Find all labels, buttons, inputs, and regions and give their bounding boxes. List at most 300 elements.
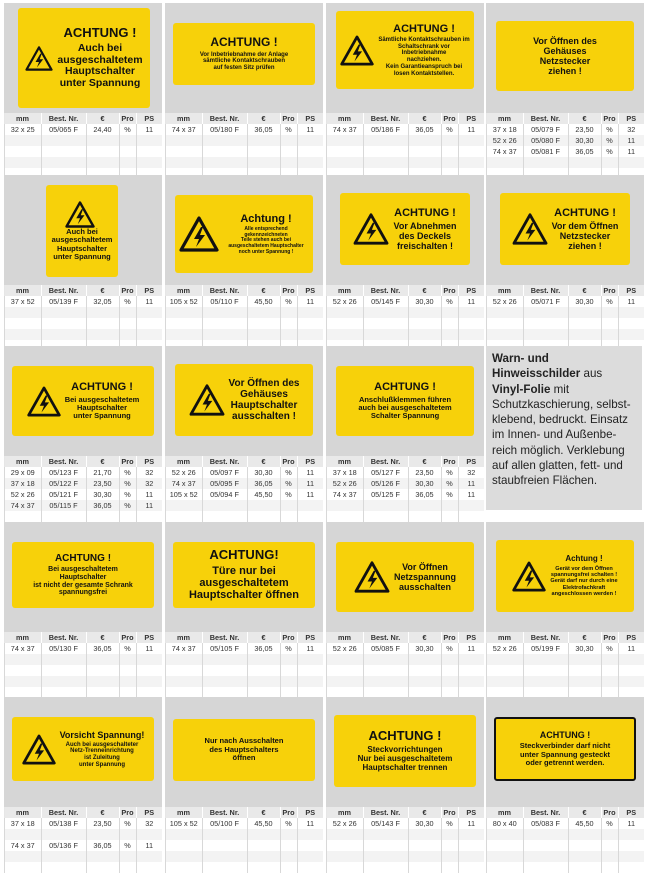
table-cell <box>523 654 568 665</box>
table-row <box>487 307 645 318</box>
sign-text <box>65 381 140 420</box>
spec-header-row <box>5 113 163 124</box>
table-cell: 05/110 F <box>202 296 247 307</box>
table-cell <box>327 654 364 665</box>
table-cell <box>601 851 618 862</box>
table-row <box>5 329 163 340</box>
sign-line: ausgeschaltetem <box>199 577 289 590</box>
spec-header-ps: PS <box>297 113 323 124</box>
table-cell: 05/180 F <box>202 124 247 135</box>
table-cell <box>202 511 247 522</box>
table-cell <box>327 511 364 522</box>
sign-line: Bei ausgeschaltetem <box>64 394 140 404</box>
spec-header-mm: mm <box>327 807 364 818</box>
table-cell: % <box>280 478 297 489</box>
table-row <box>487 643 645 654</box>
product-image-area <box>165 522 323 632</box>
table-row <box>487 318 645 329</box>
table-cell <box>280 157 297 168</box>
table-cell <box>86 146 119 157</box>
table-cell <box>202 135 247 146</box>
table-cell: % <box>441 296 458 307</box>
spec-header-pro: Pro <box>601 632 618 643</box>
table-cell <box>280 665 297 676</box>
spec-header-mm: mm <box>166 807 203 818</box>
product-card <box>326 346 484 514</box>
table-row <box>166 818 324 829</box>
product-image-area <box>165 697 323 807</box>
table-cell <box>523 840 568 851</box>
table-row <box>327 467 485 478</box>
table-cell <box>523 307 568 318</box>
table-cell: 30,30 <box>408 296 441 307</box>
table-cell <box>136 851 162 862</box>
spec-header-best: Best. Nr. <box>41 807 86 818</box>
table-cell: 80 x 40 <box>487 818 524 829</box>
table-cell <box>86 318 119 329</box>
table-cell <box>618 840 644 851</box>
table-cell <box>363 146 408 157</box>
spec-header-eur: € <box>247 456 280 467</box>
product-card <box>326 3 484 171</box>
spec-header-best: Best. Nr. <box>41 113 86 124</box>
sign-line: Gerät darf nur durch eine <box>550 578 618 585</box>
table-cell <box>441 676 458 687</box>
spec-header-eur: € <box>408 113 441 124</box>
spec-table <box>486 285 644 351</box>
table-row <box>487 124 645 135</box>
table-cell: 11 <box>297 818 323 829</box>
table-cell <box>523 829 568 840</box>
table-cell <box>363 511 408 522</box>
warning-sign <box>173 23 315 85</box>
sign-text <box>189 548 299 601</box>
table-cell <box>280 135 297 146</box>
table-cell <box>487 654 524 665</box>
table-cell <box>280 318 297 329</box>
table-cell <box>136 307 162 318</box>
table-cell <box>166 676 203 687</box>
table-cell <box>5 829 42 840</box>
sign-text <box>229 378 300 423</box>
table-cell: 32 <box>136 818 162 829</box>
table-cell <box>441 307 458 318</box>
product-card <box>4 175 162 343</box>
table-cell: 05/130 F <box>41 643 86 654</box>
spec-header-row <box>487 807 645 818</box>
sign-line: Hauptschalter <box>59 573 107 581</box>
spec-header-mm: mm <box>5 456 42 467</box>
table-cell <box>458 146 484 157</box>
table-cell <box>408 329 441 340</box>
table-cell <box>458 665 484 676</box>
table-cell: 23,50 <box>86 478 119 489</box>
table-cell <box>523 318 568 329</box>
table-row <box>166 511 324 522</box>
spec-header-mm: mm <box>166 113 203 124</box>
table-cell: % <box>601 146 618 157</box>
table-cell: 05/127 F <box>363 467 408 478</box>
info-title-3: Vinyl-Folie <box>492 382 551 396</box>
table-cell: 30,30 <box>568 135 601 146</box>
table-cell <box>327 157 364 168</box>
table-cell <box>280 511 297 522</box>
sign-heading: ACHTUNG ! <box>368 728 442 744</box>
warning-sign <box>494 717 636 781</box>
product-image-area <box>326 3 484 113</box>
table-cell <box>363 862 408 873</box>
spec-header-eur: € <box>408 456 441 467</box>
table-cell <box>441 329 458 340</box>
sign-line: oder getrennt werden. <box>525 758 605 768</box>
spec-table <box>486 632 644 698</box>
spec-table <box>326 456 484 522</box>
table-row <box>487 654 645 665</box>
product-card <box>4 346 162 514</box>
sign-line: Vor Öffnen des <box>533 35 597 46</box>
table-cell: 105 x 52 <box>166 489 203 500</box>
spec-header-ps: PS <box>136 113 162 124</box>
table-cell <box>601 307 618 318</box>
spec-header-pro: Pro <box>119 456 136 467</box>
table-cell <box>408 511 441 522</box>
table-cell: 05/125 F <box>363 489 408 500</box>
table-cell: 23,50 <box>408 467 441 478</box>
table-cell: 37 x 18 <box>327 467 364 478</box>
table-cell: 52 x 26 <box>487 135 524 146</box>
spec-header-pro: Pro <box>280 285 297 296</box>
table-cell: % <box>601 643 618 654</box>
spec-header-best: Best. Nr. <box>41 632 86 643</box>
table-cell: 32 <box>136 467 162 478</box>
sign-line: Netzstecker <box>559 231 611 242</box>
spec-header-best: Best. Nr. <box>523 807 568 818</box>
sign-line: Vor Inbetriebnahme der Anlage <box>199 51 289 58</box>
table-row <box>166 851 324 862</box>
sign-line: unter Spannung <box>79 761 125 768</box>
product-card <box>165 3 323 171</box>
sign-line: Hauptschalter <box>56 243 107 253</box>
spec-header-ps: PS <box>136 456 162 467</box>
warning-sign <box>12 717 154 781</box>
table-cell: % <box>441 643 458 654</box>
table-cell <box>441 500 458 511</box>
spec-header-mm: mm <box>487 807 524 818</box>
spec-header-mm: mm <box>487 113 524 124</box>
sign-line: Auch bei <box>77 41 123 54</box>
table-cell: 11 <box>618 146 644 157</box>
table-cell <box>327 500 364 511</box>
table-cell <box>247 851 280 862</box>
table-cell: 45,50 <box>247 818 280 829</box>
spec-header-pro: Pro <box>441 632 458 643</box>
table-cell: 52 x 26 <box>5 489 42 500</box>
table-cell <box>41 851 86 862</box>
sign-line: ausschalten ! <box>232 411 296 423</box>
spec-header-row <box>166 285 324 296</box>
table-cell: 05/079 F <box>523 124 568 135</box>
table-cell: 36,05 <box>86 500 119 511</box>
table-cell <box>280 329 297 340</box>
table-cell <box>5 862 42 873</box>
table-cell <box>568 840 601 851</box>
high-voltage-icon <box>179 216 219 252</box>
spec-header-pro: Pro <box>280 113 297 124</box>
table-cell <box>136 829 162 840</box>
spec-table <box>165 632 323 698</box>
spec-header-ps: PS <box>458 456 484 467</box>
table-cell: % <box>601 296 618 307</box>
table-cell: 36,05 <box>408 124 441 135</box>
sign-heading: ACHTUNG ! <box>554 206 616 219</box>
table-cell: 11 <box>297 478 323 489</box>
sign-line: Alle entsprechend gekennzeichneten <box>244 226 288 238</box>
table-cell <box>297 511 323 522</box>
table-cell <box>441 318 458 329</box>
table-cell <box>136 862 162 873</box>
table-cell <box>297 840 323 851</box>
sign-line: ziehen ! <box>548 66 582 77</box>
table-cell <box>202 862 247 873</box>
info-title-1: Warn- und <box>492 352 549 365</box>
table-row <box>166 489 324 500</box>
spec-header-eur: € <box>247 285 280 296</box>
product-image-area <box>165 3 323 113</box>
table-cell: 24,40 <box>86 124 119 135</box>
spec-header-best: Best. Nr. <box>41 456 86 467</box>
table-cell: 05/136 F <box>41 840 86 851</box>
table-cell <box>523 329 568 340</box>
sign-line: Vor Öffnen des <box>228 377 300 389</box>
table-cell <box>86 676 119 687</box>
table-row <box>166 478 324 489</box>
table-cell <box>280 307 297 318</box>
table-cell: % <box>441 818 458 829</box>
table-row <box>5 818 163 829</box>
table-cell <box>297 676 323 687</box>
table-cell <box>441 862 458 873</box>
table-cell <box>523 862 568 873</box>
table-cell: 30,30 <box>247 467 280 478</box>
table-cell: 37 x 18 <box>5 478 42 489</box>
spec-header-eur: € <box>568 632 601 643</box>
spec-header-eur: € <box>86 456 119 467</box>
table-row <box>166 467 324 478</box>
table-cell <box>41 862 86 873</box>
table-cell <box>458 676 484 687</box>
table-cell: % <box>601 135 618 146</box>
table-cell <box>458 654 484 665</box>
table-cell <box>601 654 618 665</box>
table-row <box>5 654 163 665</box>
high-voltage-icon <box>65 201 95 228</box>
warning-sign <box>340 193 470 265</box>
sign-line: unter Spannung gesteckt <box>519 749 610 759</box>
table-cell <box>487 157 524 168</box>
product-image-area <box>165 175 323 285</box>
spec-table <box>326 285 484 351</box>
table-cell <box>202 157 247 168</box>
table-cell <box>618 318 644 329</box>
table-cell: 52 x 26 <box>327 818 364 829</box>
table-cell: 74 x 37 <box>5 840 42 851</box>
spec-header-row <box>487 113 645 124</box>
table-cell <box>487 862 524 873</box>
table-cell: 23,50 <box>86 818 119 829</box>
table-cell: 11 <box>136 124 162 135</box>
table-cell: 05/100 F <box>202 818 247 829</box>
table-row <box>487 665 645 676</box>
table-cell: 11 <box>458 489 484 500</box>
table-cell: 05/105 F <box>202 643 247 654</box>
table-cell: 36,05 <box>86 643 119 654</box>
table-cell <box>297 829 323 840</box>
table-cell <box>487 676 524 687</box>
sign-line: Hauptschalter öffnen <box>188 589 299 602</box>
sign-line: unter Spannung <box>73 411 131 421</box>
high-voltage-icon <box>340 35 374 66</box>
table-cell: % <box>119 643 136 654</box>
sign-line: öffnen <box>232 753 256 763</box>
spec-header-mm: mm <box>5 807 42 818</box>
sign-text <box>205 737 284 762</box>
table-row <box>166 829 324 840</box>
table-cell: % <box>119 467 136 478</box>
product-card <box>486 522 644 690</box>
table-row <box>5 665 163 676</box>
sign-text <box>52 228 113 262</box>
product-card <box>326 522 484 690</box>
sign-line: noch unter Spannung ! <box>238 248 294 255</box>
sign-line: des Deckels <box>398 231 452 242</box>
table-cell <box>280 829 297 840</box>
table-cell <box>41 654 86 665</box>
table-cell <box>247 654 280 665</box>
table-cell <box>408 307 441 318</box>
table-row <box>327 840 485 851</box>
spec-header-ps: PS <box>618 632 644 643</box>
spec-header-ps: PS <box>458 113 484 124</box>
table-cell <box>363 157 408 168</box>
spec-header-eur: € <box>247 632 280 643</box>
table-cell: 05/123 F <box>41 467 86 478</box>
warning-sign <box>18 8 150 108</box>
table-cell: % <box>119 478 136 489</box>
table-cell <box>166 862 203 873</box>
product-card <box>165 522 323 690</box>
table-cell <box>327 840 364 851</box>
table-cell: 05/115 F <box>41 500 86 511</box>
table-row <box>487 676 645 687</box>
table-cell <box>166 307 203 318</box>
sign-line: ist Zuleitung <box>84 755 120 762</box>
sign-heading: ACHTUNG ! <box>393 22 455 35</box>
table-cell <box>86 665 119 676</box>
table-row <box>5 467 163 478</box>
table-cell <box>601 318 618 329</box>
sign-text <box>223 213 309 255</box>
sign-text <box>33 553 133 598</box>
table-cell <box>202 307 247 318</box>
table-cell <box>458 851 484 862</box>
table-cell <box>297 307 323 318</box>
table-cell: 45,50 <box>247 296 280 307</box>
sign-line: Steckverbinder darf nicht <box>519 741 611 751</box>
table-cell <box>247 676 280 687</box>
sign-line: Anschlußklemmen führen <box>358 394 452 404</box>
table-cell <box>41 307 86 318</box>
spec-table <box>326 632 484 698</box>
table-row <box>166 643 324 654</box>
table-cell <box>5 157 42 168</box>
product-card <box>4 3 162 171</box>
sign-heading: ACHTUNG ! <box>394 206 456 219</box>
table-cell <box>86 157 119 168</box>
sign-line: Bei ausgeschaltetem <box>48 565 118 573</box>
spec-table <box>4 285 162 351</box>
table-cell <box>568 318 601 329</box>
sign-line: Hauptschalter trennen <box>362 762 448 772</box>
table-cell: 05/126 F <box>363 478 408 489</box>
table-row <box>487 851 645 862</box>
table-cell <box>86 829 119 840</box>
sign-line: ist nicht der gesamte Schrank <box>33 581 133 589</box>
table-cell: 37 x 52 <box>5 296 42 307</box>
table-cell: 11 <box>297 124 323 135</box>
spec-header-row <box>5 285 163 296</box>
table-cell: 74 x 37 <box>5 643 42 654</box>
spec-header-mm: mm <box>166 456 203 467</box>
product-image-area <box>326 175 484 285</box>
table-cell <box>458 862 484 873</box>
table-cell <box>86 329 119 340</box>
table-cell <box>119 511 136 522</box>
table-row <box>327 478 485 489</box>
table-cell <box>280 676 297 687</box>
table-cell <box>363 676 408 687</box>
table-cell <box>523 157 568 168</box>
spec-header-ps: PS <box>458 632 484 643</box>
table-row <box>5 307 163 318</box>
table-cell <box>5 511 42 522</box>
table-cell <box>297 329 323 340</box>
product-image-area <box>326 522 484 632</box>
sign-line: ausgeschaltetem Hauptschalter <box>228 242 304 249</box>
spec-header-pro: Pro <box>119 285 136 296</box>
sign-text <box>358 729 453 772</box>
spec-header-row <box>327 632 485 643</box>
table-cell <box>327 307 364 318</box>
sign-line: unter Spannung <box>59 77 141 90</box>
table-cell: 11 <box>618 818 644 829</box>
sign-line: losen Kontaktstellen. <box>393 70 455 77</box>
table-row <box>487 146 645 157</box>
table-cell <box>458 135 484 146</box>
table-cell <box>41 157 86 168</box>
table-cell: 74 x 37 <box>166 124 203 135</box>
table-cell <box>408 840 441 851</box>
sign-text <box>533 36 597 76</box>
table-cell: % <box>119 500 136 511</box>
spec-header-ps: PS <box>458 285 484 296</box>
table-cell <box>119 654 136 665</box>
table-cell <box>5 665 42 676</box>
table-cell <box>119 862 136 873</box>
sign-line: Hauptschalter <box>64 65 136 78</box>
spec-header-pro: Pro <box>441 285 458 296</box>
table-row <box>166 135 324 146</box>
spec-header-mm: mm <box>327 632 364 643</box>
